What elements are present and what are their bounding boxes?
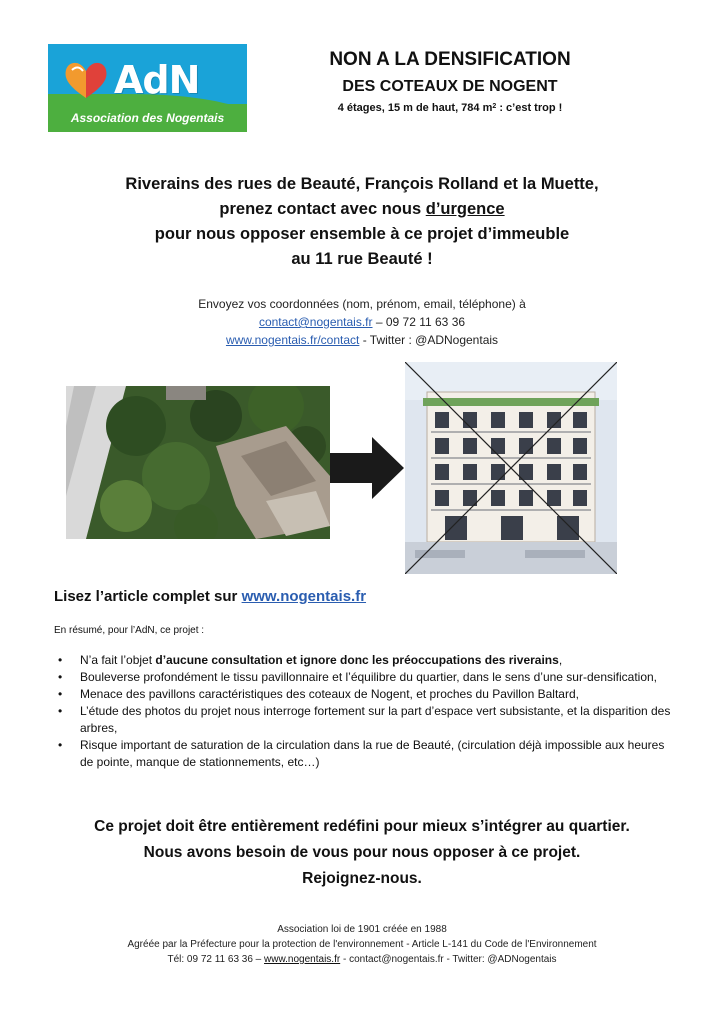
footer	[40, 922, 684, 967]
building-facade-illustration	[405, 362, 617, 574]
list-item-text: N’a fait l’objet	[80, 653, 156, 667]
arrow-right-icon	[330, 437, 404, 499]
conclusion-line-3: Rejoignez-nous.	[302, 870, 422, 887]
footer-line-3	[40, 952, 684, 967]
project-stats-text: 4 étages, 15 m de haut, 784 m	[337, 102, 493, 114]
list-item-bold: d’aucune consultation et ignore donc les préoccupations des riverains	[155, 653, 559, 667]
appeal-line-2	[40, 197, 684, 222]
summary-intro: En résumé, pour l’AdN, ce projet :	[54, 625, 205, 636]
contact-block	[40, 295, 684, 349]
contact-intro: Envoyez vos coordonnées (nom, prénom, email, téléphone) à	[198, 297, 526, 311]
aerial-view-photo	[66, 386, 330, 539]
article-title	[54, 586, 366, 608]
contact-phone: – 09 72 11 63 36	[372, 315, 466, 329]
heart-icon	[62, 58, 110, 102]
contact-site-line	[40, 331, 684, 349]
list-item	[54, 703, 674, 737]
list-item	[54, 652, 674, 669]
list-item-text: Risque important de saturation de la circulation dans la rue de Beauté, (circulation déjà impossible aux heures de pointe, manque de stationnements, etc…)	[80, 738, 665, 769]
conclusion	[40, 814, 684, 892]
appeal-line-2-text: prenez contact avec nous	[219, 200, 426, 218]
logo-subtitle: Association des Nogentais	[70, 111, 225, 125]
list-item-text: L’étude des photos du projet nous interroge fortement sur la part d’espace vert subsistante, et la disparition des arbres,	[80, 704, 671, 735]
appeal-line-4: au 11 rue Beauté !	[291, 250, 433, 268]
appeal-line-3: pour nous opposer ensemble à ce projet d’immeuble	[154, 225, 570, 243]
aerial-photo-illustration	[66, 386, 330, 539]
project-stats-sup: 2	[492, 103, 497, 110]
building-rendering	[405, 362, 617, 574]
header-block	[300, 48, 600, 116]
list-item-text: Menace des pavillons caractéristiques des coteaux de Nogent, et proches du Pavillon Baltard,	[80, 687, 579, 701]
article-link[interactable]: www.nogentais.fr	[241, 588, 367, 605]
conclusion-line-1: Ce projet doit être entièrement redéfini pour mieux s’intégrer au quartier.	[94, 818, 630, 835]
page-subtitle: DES COTEAUX DE NOGENT	[342, 78, 558, 95]
list-item	[54, 669, 674, 686]
footer-site-link[interactable]: www.nogentais.fr	[264, 954, 341, 965]
project-stats	[300, 100, 600, 116]
article-title-text: Lisez l’article complet sur	[54, 588, 242, 605]
summary-list	[54, 652, 674, 771]
contact-site-link[interactable]: www.nogentais.fr/contact	[225, 333, 360, 347]
logo-name: AdN	[114, 58, 200, 102]
appeal-text	[40, 172, 684, 272]
footer-line-2: Agréée par la Préfecture pour la protection de l'environnement - Article L-141 du Code de l'Environnement	[127, 939, 597, 950]
appeal-line-1: Riverains des rues de Beauté, François Rolland et la Muette,	[125, 175, 599, 193]
appeal-urgent: d’urgence	[425, 200, 505, 218]
list-item	[54, 686, 674, 703]
footer-contacts: - contact@nogentais.fr - Twitter: @ADNogentais	[340, 954, 557, 965]
footer-phone: Tél: 09 72 11 63 36 –	[167, 954, 265, 965]
contact-email-line	[40, 313, 684, 331]
footer-line-1: Association loi de 1901 créée en 1988	[277, 924, 447, 935]
contact-email-link[interactable]: contact@nogentais.fr	[258, 315, 373, 329]
list-item-text: Bouleverse profondément le tissu pavillonnaire et l’équilibre du quartier, dans le sens d’une sur-densification,	[80, 670, 658, 684]
contact-twitter: - Twitter : @ADNogentais	[359, 333, 499, 347]
adn-logo	[48, 44, 247, 132]
project-stats-end: : c’est trop !	[496, 102, 563, 114]
list-item-end: ,	[558, 653, 563, 667]
page-title: NON A LA DENSIFICATION	[329, 49, 571, 70]
conclusion-line-2: Nous avons besoin de vous pour nous opposer à ce projet.	[143, 844, 581, 861]
list-item	[54, 737, 674, 771]
